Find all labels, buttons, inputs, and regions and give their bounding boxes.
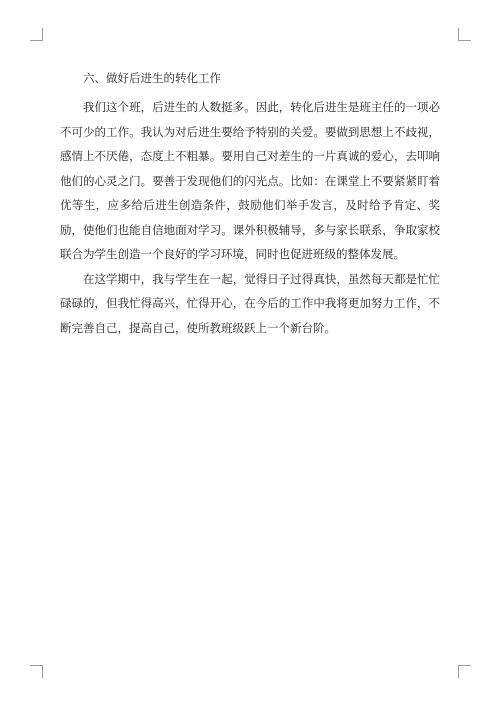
section-heading: 六、做好后进生的转化工作 — [83, 71, 221, 85]
paragraph-1: 我们这个班，后进生的人数挺多。因此，转化后进生是班主任的一项必不可少的工作。我认为对后进生要给予特别的关爱。要做到思想上不歧视，感情上不厌倦，态度上不粗暴。要用自己对差生的一片真诚的爱心，去叩响他们的心灵之门。要善于发现他们的闪光点。比如：在课堂上不要紧紧盯着优等生，应多给后进生创造条件，鼓励他们举手发言，及时给予肯定、奖励，使他们也能自信地面对学习。课外积极辅导，多与家长联系，争取家校联合为学生创造一个良好的学习环境，同时也促进班级的整体发展。 — [60, 100, 440, 261]
crop-mark-top-left — [30, 28, 43, 41]
document-body — [60, 70, 440, 340]
crop-mark-bottom-left — [30, 665, 43, 678]
crop-mark-bottom-right — [458, 665, 471, 678]
paragraph-2: 在这学期中，我与学生在一起，觉得日子过得真快，虽然每天都是忙忙碌碌的，但我忙得高兴，忙得开心，在今后的工作中我将更加努力工作，不断完善自己，提高自己，使所教班级跃上一个新台阶。 — [60, 271, 440, 335]
crop-mark-top-right — [458, 28, 471, 41]
